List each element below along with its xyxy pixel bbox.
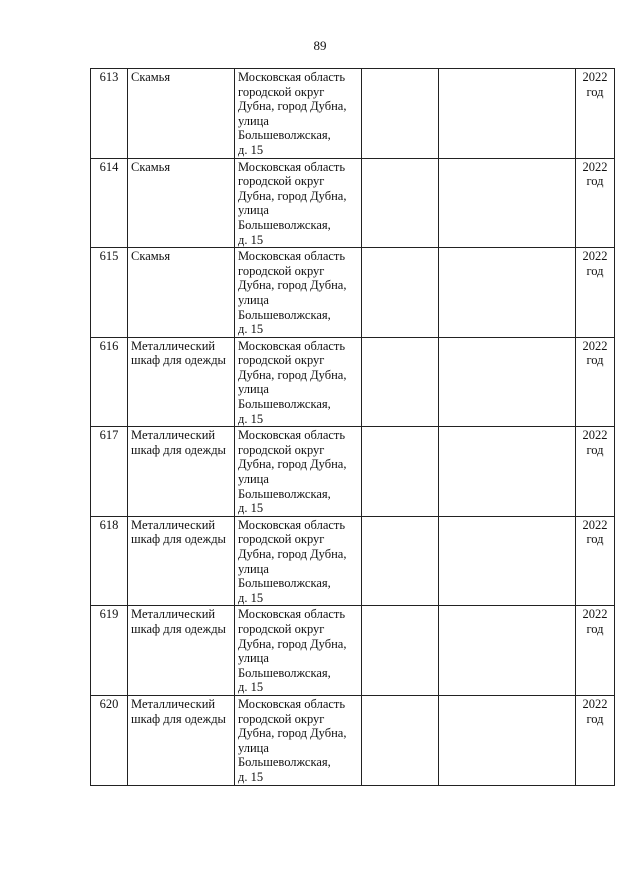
table-row (91, 695, 615, 785)
address-line: Большеволжская, (238, 128, 331, 143)
address-line: улица (238, 203, 269, 218)
address-line: Дубна, город Дубна, (238, 278, 347, 293)
address-line: д. 15 (238, 142, 264, 157)
year-line: 2022 (582, 696, 608, 711)
address-line: Большеволжская, (238, 217, 331, 232)
address-line: Московская область (238, 70, 346, 84)
table-row (91, 69, 615, 159)
address-line: городской округ (238, 353, 325, 368)
table-row (91, 606, 615, 696)
address-line: Дубна, город Дубна, (238, 367, 347, 382)
address-line: д. 15 (238, 411, 264, 426)
address-line: улица (238, 740, 269, 755)
year-line: год (586, 84, 604, 99)
table-row (91, 337, 615, 427)
item-name: Металлический шкаф для одежды (128, 337, 235, 427)
item-blank-cell (439, 337, 576, 427)
item-address (235, 248, 362, 338)
address-line: городской округ (238, 174, 325, 189)
item-address (235, 69, 362, 159)
item-year (576, 695, 615, 785)
item-blank-cell (439, 695, 576, 785)
address-line: Московская область (238, 159, 346, 174)
address-line: Большеволжская, (238, 755, 331, 770)
item-year (576, 606, 615, 696)
table-row (91, 427, 615, 517)
year-line: год (586, 353, 604, 368)
item-blank-cell (362, 606, 439, 696)
address-line: городской округ (238, 711, 325, 726)
item-address (235, 158, 362, 248)
address-line: д. 15 (238, 232, 264, 247)
item-name: Скамья (128, 248, 235, 338)
year-line: 2022 (582, 607, 608, 622)
item-year (576, 516, 615, 606)
item-name: Металлический шкаф для одежды (128, 427, 235, 517)
address-line: Дубна, город Дубна, (238, 188, 347, 203)
item-address (235, 427, 362, 517)
address-line: Большеволжская, (238, 665, 331, 680)
address-line: д. 15 (238, 769, 264, 784)
item-year (576, 158, 615, 248)
item-number: 614 (91, 158, 128, 248)
year-line: год (586, 442, 604, 457)
item-blank-cell (362, 337, 439, 427)
address-line: Московская область (238, 338, 346, 353)
year-line: год (586, 532, 604, 547)
address-line: Дубна, город Дубна, (238, 726, 347, 741)
address-line: улица (238, 113, 269, 128)
item-blank-cell (362, 248, 439, 338)
year-line: 2022 (582, 159, 608, 174)
item-blank-cell (439, 158, 576, 248)
item-blank-cell (362, 427, 439, 517)
item-blank-cell (362, 695, 439, 785)
address-line: городской округ (238, 84, 325, 99)
table-row (91, 248, 615, 338)
item-address (235, 337, 362, 427)
address-line: д. 15 (238, 501, 264, 516)
table-row (91, 516, 615, 606)
year-line: 2022 (582, 428, 608, 443)
item-blank-cell (439, 427, 576, 517)
address-line: улица (238, 292, 269, 307)
address-line: Московская область (238, 607, 346, 622)
item-name: Скамья (128, 158, 235, 248)
address-line: Московская область (238, 428, 346, 443)
item-blank-cell (362, 516, 439, 606)
year-line: 2022 (582, 70, 608, 84)
year-line: год (586, 174, 604, 189)
address-line: городской округ (238, 532, 325, 547)
item-blank-cell (439, 248, 576, 338)
item-blank-cell (439, 516, 576, 606)
item-number: 613 (91, 69, 128, 159)
address-line: городской округ (238, 621, 325, 636)
address-line: Большеволжская, (238, 397, 331, 412)
item-year (576, 427, 615, 517)
address-line: улица (238, 472, 269, 487)
item-year (576, 69, 615, 159)
item-name: Металлический шкаф для одежды (128, 695, 235, 785)
address-line: улица (238, 651, 269, 666)
item-number: 618 (91, 516, 128, 606)
item-name: Металлический шкаф для одежды (128, 516, 235, 606)
address-line: Дубна, город Дубна, (238, 99, 347, 114)
year-line: год (586, 621, 604, 636)
year-line: год (586, 263, 604, 278)
item-number: 620 (91, 695, 128, 785)
address-line: Дубна, город Дубна, (238, 547, 347, 561)
address-line: Московская область (238, 517, 346, 532)
address-line: д. 15 (238, 590, 264, 605)
address-line: Дубна, город Дубна, (238, 457, 347, 472)
address-line: городской округ (238, 263, 325, 278)
item-blank-cell (439, 606, 576, 696)
year-line: 2022 (582, 517, 608, 532)
registry-table-body (91, 69, 615, 786)
item-blank-cell (362, 69, 439, 159)
page-number: 89 (313, 38, 327, 53)
address-line: д. 15 (238, 680, 264, 695)
item-number: 616 (91, 337, 128, 427)
item-number: 619 (91, 606, 128, 696)
address-line: д. 15 (238, 322, 264, 337)
item-address (235, 695, 362, 785)
year-line: 2022 (582, 249, 608, 264)
item-blank-cell (362, 158, 439, 248)
item-address (235, 606, 362, 696)
table-row (91, 158, 615, 248)
address-line: улица (238, 561, 269, 576)
item-name: Металлический шкаф для одежды (128, 606, 235, 696)
item-blank-cell (439, 69, 576, 159)
item-name: Скамья (128, 69, 235, 159)
address-line: Большеволжская, (238, 486, 331, 501)
year-line: год (586, 711, 604, 726)
address-line: Большеволжская, (238, 307, 331, 322)
registry-table (90, 68, 615, 786)
year-line: 2022 (582, 338, 608, 353)
address-line: Большеволжская, (238, 576, 331, 591)
item-address (235, 516, 362, 606)
item-year (576, 337, 615, 427)
item-number: 615 (91, 248, 128, 338)
address-line: Московская область (238, 696, 346, 711)
item-number: 617 (91, 427, 128, 517)
address-line: городской округ (238, 442, 325, 457)
item-year (576, 248, 615, 338)
address-line: Московская область (238, 249, 346, 264)
address-line: Дубна, город Дубна, (238, 636, 347, 651)
address-line: улица (238, 382, 269, 397)
